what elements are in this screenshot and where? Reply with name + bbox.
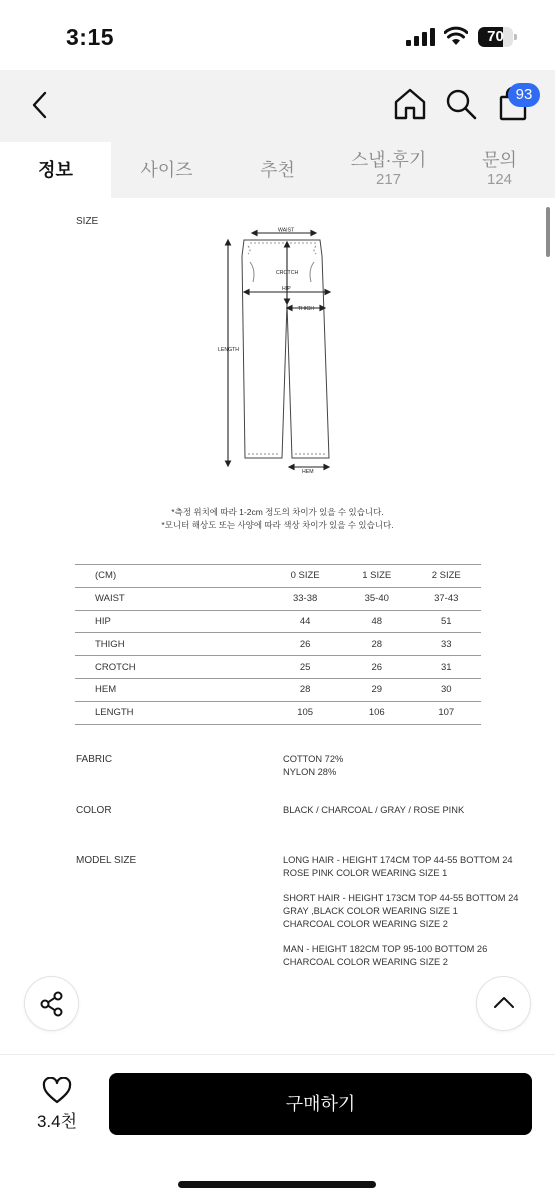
share-icon — [39, 991, 65, 1017]
tab-label: 문의 — [482, 150, 517, 170]
diagram-label-waist: WAIST — [278, 227, 295, 234]
buy-button[interactable]: 구매하기 — [109, 1073, 532, 1135]
model-size-line: MAN - HEIGHT 182CM TOP 95-100 BOTTOM 26 — [283, 944, 488, 954]
status-bar — [0, 0, 555, 70]
table-cell: 35-40 — [342, 587, 411, 610]
tab-label: 사이즈 — [140, 160, 193, 180]
tab-info[interactable] — [0, 142, 111, 198]
tab-label: 정보 — [38, 160, 73, 180]
table-row — [75, 701, 481, 724]
table-row — [75, 633, 481, 656]
model-size-group — [283, 854, 523, 880]
table-row — [75, 610, 481, 633]
model-size-line: LONG HAIR - HEIGHT 174CM TOP 44-55 BOTTOM 24 — [283, 855, 513, 865]
model-size-line: SHORT HAIR - HEIGHT 173CM TOP 44-55 BOTTOM 24 — [283, 893, 519, 903]
search-icon — [444, 87, 478, 121]
table-cell: 30 — [412, 678, 482, 701]
wifi-icon — [444, 26, 468, 46]
table-cell: 107 — [412, 701, 482, 724]
diagram-label-hip: HIP — [282, 286, 291, 292]
tab-snap-review[interactable] — [333, 142, 444, 198]
table-cell: 31 — [412, 656, 482, 679]
tab-count: 124 — [486, 171, 513, 188]
product-detail-content[interactable] — [0, 198, 555, 1054]
table-cell: 105 — [268, 701, 342, 724]
table-cell: 37-43 — [412, 587, 482, 610]
table-cell: 51 — [412, 610, 482, 633]
size-table — [75, 564, 481, 725]
model-size-group — [283, 943, 523, 969]
tab-inquiry[interactable] — [444, 142, 555, 198]
table-row — [75, 656, 481, 679]
tab-recommend[interactable] — [222, 142, 333, 198]
tab-bar — [0, 142, 555, 198]
table-row — [75, 587, 481, 610]
color-value: BLACK / CHARCOAL / GRAY / ROSE PINK — [283, 805, 465, 815]
table-header: (CM) — [75, 565, 268, 588]
table-header: 2 SIZE — [412, 565, 482, 588]
diagram-label-thigh: THIGH — [298, 306, 315, 312]
color-label: COLOR — [76, 805, 112, 816]
table-cell: 26 — [342, 656, 411, 679]
diagram-label-length: LENGTH — [218, 347, 240, 353]
cart-badge: 93 — [508, 83, 540, 107]
model-size-line: CHARCOAL COLOR WEARING SIZE 2 — [283, 919, 448, 929]
model-size-line: GRAY ,BLACK COLOR WEARING SIZE 1 — [283, 906, 458, 916]
search-button[interactable] — [444, 87, 478, 121]
like-count: 3.4천 — [36, 1112, 78, 1131]
diagram-label-crotch: CROTCH — [276, 270, 299, 276]
pants-size-diagram — [212, 226, 342, 474]
tab-label: 추천 — [260, 160, 295, 180]
table-row — [75, 678, 481, 701]
table-cell: HIP — [75, 610, 268, 633]
signal-icon — [406, 28, 436, 46]
table-cell: HEM — [75, 678, 268, 701]
table-cell: 33 — [412, 633, 482, 656]
table-cell: 33-38 — [268, 587, 342, 610]
like-button[interactable] — [30, 1075, 84, 1137]
model-size-line: CHARCOAL COLOR WEARING SIZE 2 — [283, 957, 448, 967]
table-cell: LENGTH — [75, 701, 268, 724]
table-header-row — [75, 565, 481, 588]
scroll-to-top-button[interactable] — [476, 976, 531, 1031]
battery-indicator — [478, 27, 518, 47]
table-cell: THIGH — [75, 633, 268, 656]
heart-icon — [42, 1077, 72, 1105]
model-size-label: MODEL SIZE — [76, 855, 137, 866]
share-button[interactable] — [24, 976, 79, 1031]
chevron-up-icon — [493, 995, 515, 1011]
color-note: *모니터 해상도 또는 사양에 따라 색상 차이가 있을 수 있습니다. — [161, 520, 394, 530]
diagram-label-hem: HEM — [302, 469, 314, 474]
table-cell: 106 — [342, 701, 411, 724]
status-time: 3:15 — [66, 24, 115, 50]
battery-level: 70 — [487, 28, 504, 45]
fabric-label: FABRIC — [76, 754, 113, 765]
table-cell: 29 — [342, 678, 411, 701]
table-cell: 44 — [268, 610, 342, 633]
fabric-line: NYLON 28% — [283, 767, 337, 777]
model-size-line: ROSE PINK COLOR WEARING SIZE 1 — [283, 868, 448, 878]
nav-header — [0, 70, 555, 142]
tab-size[interactable] — [111, 142, 222, 198]
tab-count: 217 — [375, 171, 402, 188]
home-button[interactable] — [392, 86, 428, 122]
table-cell: 25 — [268, 656, 342, 679]
table-cell: 28 — [268, 678, 342, 701]
size-section-title: SIZE — [76, 216, 99, 227]
table-cell: 48 — [342, 610, 411, 633]
fabric-line: COTTON 72% — [283, 754, 344, 764]
home-icon — [392, 86, 428, 122]
model-size-group — [283, 892, 523, 931]
scrollbar-thumb[interactable] — [546, 207, 550, 257]
fabric-value — [283, 753, 523, 779]
measurement-note: *측정 위치에 따라 1-2cm 정도의 차이가 있을 수 있습니다. — [171, 507, 384, 517]
table-cell: CROTCH — [75, 656, 268, 679]
table-cell: 26 — [268, 633, 342, 656]
table-header: 1 SIZE — [342, 565, 411, 588]
bottom-action-bar — [0, 1054, 555, 1200]
tab-label: 스냅·후기 — [350, 150, 427, 170]
table-header: 0 SIZE — [268, 565, 342, 588]
back-button[interactable] — [26, 88, 58, 122]
table-cell: WAIST — [75, 587, 268, 610]
table-cell: 28 — [342, 633, 411, 656]
back-icon — [26, 88, 58, 122]
home-indicator — [178, 1181, 376, 1188]
